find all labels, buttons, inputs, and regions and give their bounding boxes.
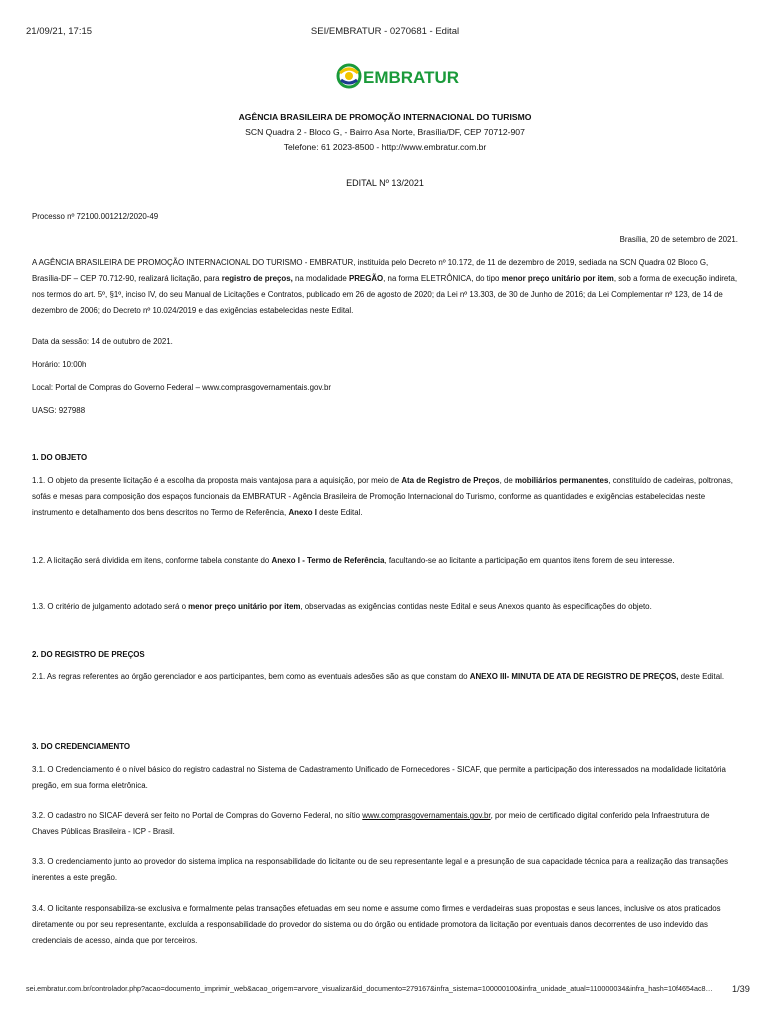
- section-1-heading: 1. DO OBJETO: [32, 453, 88, 462]
- session-uasg: UASG: 927988: [32, 406, 86, 415]
- date-line: Brasília, 20 de setembro de 2021.: [619, 235, 738, 244]
- agency-contact: Telefone: 61 2023-8500 - http://www.embratur.com.br: [283, 142, 487, 152]
- clause-3-3: 3.3. O credenciamento junto ao provedor do sistema implica na responsabilidade do licitante ou de seu representante legal e a presunção de sua capacidade técnica para a realização das transações inerentes a este pregão.: [32, 857, 729, 882]
- clause-2-1: 2.1. As regras referentes ao órgão gerenciador e aos participantes, bem como as eventuais adesões são as que constam do ANEXO III- MINUTA DE ATA DE REGISTRO DE PREÇOS, deste Edital.: [32, 672, 725, 681]
- session-time: Horário: 10:00h: [32, 360, 87, 369]
- edital-title: EDITAL Nº 13/2021: [346, 178, 424, 188]
- embratur-logo: [335, 56, 460, 100]
- print-timestamp: 21/09/21, 17:15: [26, 26, 93, 37]
- comprasgovernamentais-link[interactable]: www.comprasgovernamentais.gov.br: [362, 811, 491, 820]
- clause-1-2: 1.2. A licitação será dividida em itens, conforme tabela constante do Anexo I - Termo de Referência, facultando-se ao licitante a participação em quantos itens forem de seu interesse.: [32, 556, 675, 565]
- svg-text:EMBRATUR: EMBRATUR: [363, 68, 460, 87]
- print-header: [0, 0, 770, 50]
- section-3-heading: 3. DO CREDENCIAMENTO: [32, 742, 131, 751]
- session-location: Local: Portal de Compras do Governo Federal – www.comprasgovernamentais.gov.br: [32, 383, 331, 392]
- clause-1-1: 1.1. O objeto da presente licitação é a escolha da proposta mais vantajosa para a aquisição, por meio de Ata de Registro de Preços, de mobiliários permanentes, constituído de cadeiras, poltronas, sofás e mesas para composição dos espaços funcionais da EMBRATUR - Agência Brasileira de Promoção Internacional do Turismo, conforme as quantidades e exigências estabelecidas neste instrumento e detalhamento dos bens descritos no Termo de Referência, Anexo I deste Edital.: [32, 476, 733, 517]
- clause-1-3: 1.3. O critério de julgamento adotado será o menor preço unitário por item, observadas as exigências contidas neste Edital e seus Anexos quanto às especificações do objeto.: [32, 602, 652, 611]
- processo-number: Processo nº 72100.001212/2020-49: [32, 212, 159, 221]
- clause-3-4: 3.4. O licitante responsabiliza-se exclusiva e formalmente pelas transações efetuadas em seu nome e assume como firmes e verdadeiras suas propostas e seus lances, inclusive os atos praticados diretamente ou por seu representante, excluída a responsabilidade do provedor do sistema ou do órgão ou entidade promotora da licitação por eventuais danos decorrentes de uso indevido das credenciais de acesso, ainda que por terceiros.: [32, 904, 721, 945]
- print-url: sei.embratur.com.br/controlador.php?acao=documento_imprimir_web&acao_origem=arvore_visualizar&id_documento=279167&infra_sistema=100000100&infra_unidade_atual=110000034&infra_hash=10f4654ac8…: [26, 984, 713, 993]
- agency-address: SCN Quadra 2 - Bloco G, - Bairro Asa Norte, Brasília/DF, CEP 70712-907: [245, 127, 525, 137]
- agency-name: AGÊNCIA BRASILEIRA DE PROMOÇÃO INTERNACIONAL DO TURISMO: [238, 112, 532, 122]
- section-2-heading: 2. DO REGISTRO DE PREÇOS: [32, 650, 145, 659]
- clause-3-2: 3.2. O cadastro no SICAF deverá ser feito no Portal de Compras do Governo Federal, no sítio www.comprasgovernamentais.gov.br, por meio de certificado digital conferido pela Infraestrutura de Chaves Públicas Brasileira - ICP - Brasil.: [32, 811, 710, 836]
- clause-3-1: 3.1. O Credenciamento é o nível básico do registro cadastral no Sistema de Cadastramento Unificado de Fornecedores - SICAF, que permite a participação dos interessados na modalidade licitatória pregão, em sua forma eletrônica.: [32, 765, 726, 790]
- print-document-title: SEI/EMBRATUR - 0270681 - Edital: [310, 26, 460, 37]
- session-date: Data da sessão: 14 de outubro de 2021.: [32, 337, 173, 346]
- page-number: 1/39: [732, 984, 750, 994]
- agency-block: [0, 110, 770, 155]
- intro-paragraph: A AGÊNCIA BRASILEIRA DE PROMOÇÃO INTERNACIONAL DO TURISMO - EMBRATUR, instituída pelo Decreto nº 10.172, de 11 de dezembro de 2019, sediada na SCN Quadra 02 Bloco G, Brasília-DF – CEP 70.712-90, realizará licitação, para registro de preços, na modalidade PREGÃO, na forma ELETRÔNICA, do tipo menor preço unitário por item, sob a forma de execução indireta, nos termos do art. 5º, §1º, inciso IV, do seu Manual de Licitações e Contratos, publicado em 26 de agosto de 2020; da Lei nº 13.303, de 30 de Junho de 2016; da Lei Complementar nº 123, de 14 de dezembro de 2006; do Decreto nº 10.024/2019 e das exigências estabelecidas neste Edital.: [32, 258, 738, 315]
